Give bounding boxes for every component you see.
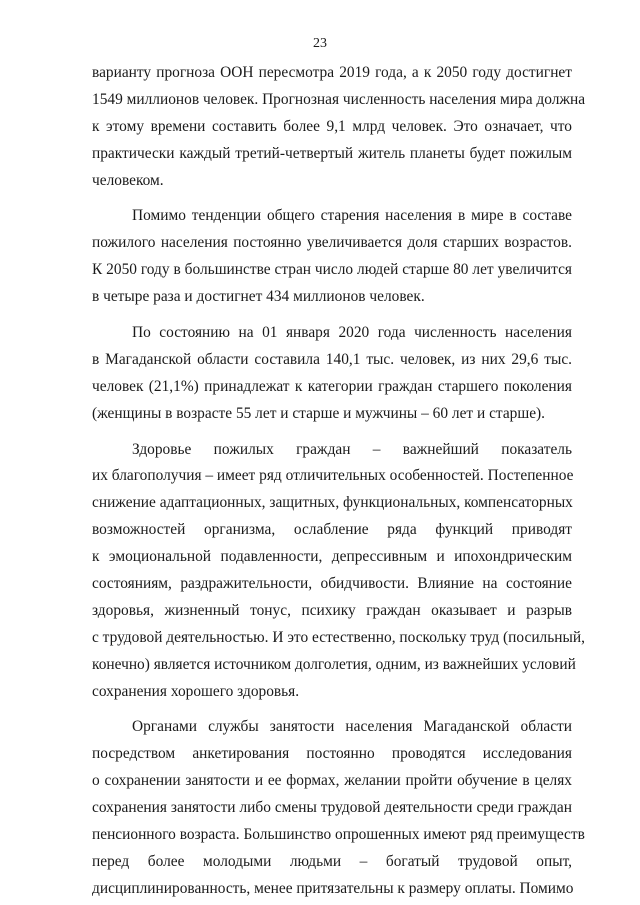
text-line: здоровья, жизненный тонус, психику граждан оказывает и разрыв <box>92 601 572 619</box>
text-line: с трудовой деятельностью. И это естественно, поскольку труд (посильный, <box>92 628 585 646</box>
paragraph <box>92 203 572 311</box>
paragraph <box>92 320 572 428</box>
paragraph-gap <box>92 705 572 714</box>
document-body <box>92 60 586 903</box>
text-line: Здоровье пожилых граждан – важнейший показатель <box>132 440 572 458</box>
text-line: о сохранении занятости и ее формах, желании пройти обучение в целях <box>92 772 572 790</box>
text-line: пожилого населения постоянно увеличивается доля старших возрастов. <box>92 234 572 252</box>
text-line: (женщины в возрасте 55 лет и старше и мужчины – 60 лет и старше). <box>92 404 546 422</box>
text-line: пенсионного возраста. Большинство опрошенных имеют ряд преимуществ <box>92 826 585 844</box>
text-line: снижение адаптационных, защитных, функциональных, компенсаторных <box>92 494 573 512</box>
text-line: К 2050 году в большинстве стран число людей старше 80 лет увеличится <box>92 261 572 279</box>
paragraph-gap <box>92 428 572 437</box>
text-line: к этому времени составить более 9,1 млрд человек. Это означает, что <box>92 117 572 135</box>
text-line: Помимо тенденции общего старения населения в мире в составе <box>132 207 572 225</box>
text-line: в Магаданской области составила 140,1 тыс. человек, из них 29,6 тыс. <box>92 350 572 368</box>
paragraph-gap <box>92 311 572 320</box>
text-line: в четыре раза и достигнет 434 миллионов человек. <box>92 288 425 306</box>
paragraph <box>92 60 586 194</box>
text-line: возможностей организма, ослабление ряда функций приводят <box>92 521 572 539</box>
text-line: к эмоциональной подавленности, депрессивным и ипохондрическим <box>92 548 572 566</box>
text-line: сохранения занятости либо смены трудовой деятельности среди граждан <box>92 799 572 817</box>
text-line: варианту прогноза ООН пересмотра 2019 года, а к 2050 году достигнет <box>92 64 572 81</box>
text-line: конечно) является источником долголетия, одним, из важнейших условий <box>92 655 576 673</box>
text-line: дисциплинированность, менее притязательны к размеру оплаты. Помимо <box>92 879 574 897</box>
text-line: их благополучия – имеет ряд отличительных особенностей. Постепенное <box>92 467 574 485</box>
paragraph-gap <box>92 194 572 203</box>
paragraph <box>92 437 585 706</box>
page-number: 23 <box>313 36 327 51</box>
text-line: По состоянию на 01 января 2020 года численность населения <box>132 324 572 342</box>
text-line: посредством анкетирования постоянно проводятся исследования <box>92 745 572 763</box>
paragraph <box>92 714 585 902</box>
text-line: человеком. <box>92 171 164 189</box>
text-line: 1549 миллионов человек. Прогнозная численность населения мира должна <box>92 90 586 108</box>
text-line: состояниям, раздражительности, обидчивости. Влияние на состояние <box>92 575 572 593</box>
text-line: перед более молодыми людьми – богатый трудовой опыт, <box>92 852 572 870</box>
text-line: человек (21,1%) принадлежат к категории граждан старшего поколения <box>92 377 572 395</box>
text-line: Органами службы занятости населения Магаданской области <box>132 718 572 736</box>
text-line: практически каждый третий-четвертый житель планеты будет пожилым <box>92 144 572 162</box>
text-line: сохранения хорошего здоровья. <box>92 682 300 700</box>
